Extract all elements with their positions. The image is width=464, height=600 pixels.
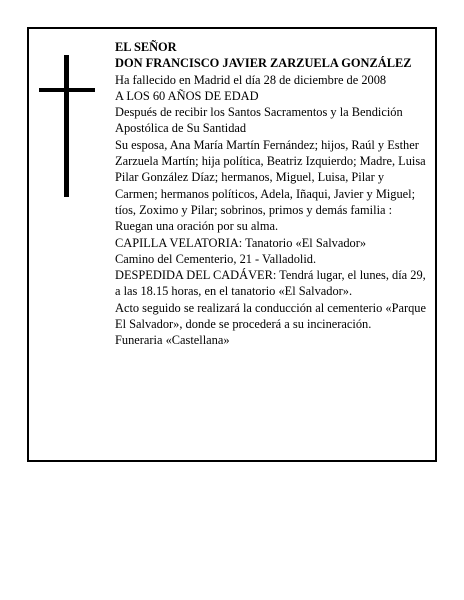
family-list: Su esposa, Ana María Martín Fernández; hijos, Raúl y Esther Zarzuela Martín; hija política, Beatriz Izquierdo; Madre, Luisa Pilar González Díaz; hermanos, Miguel, Luisa, Pilar y Carmen; hermanos políticos, Adela, Iñaqui, Javier y Miguel; tíos, Zoximo y Pilar; sobrinos, primos y demás familia : xyxy=(115,137,426,217)
sacraments-line: Después de recibir los Santos Sacramentos y la Bendición Apostólica de Su Santidad xyxy=(115,105,403,136)
deceased-name: DON FRANCISCO JAVIER ZARZUELA GONZÁLEZ xyxy=(115,56,412,71)
funeral-home: Funeraria «Castellana» xyxy=(115,333,230,348)
address-line: Camino del Cementerio, 21 - Valladolid. xyxy=(115,251,317,266)
death-announcement: Ha fallecido en Madrid el día 28 de diciembre de 2008 xyxy=(115,72,387,87)
age-line: A LOS 60 AÑOS DE EDAD xyxy=(115,88,259,103)
chapel-line: CAPILLA VELATORIA: Tanatorio «El Salvador» xyxy=(115,235,367,250)
cross-horizontal-bar xyxy=(39,88,95,92)
notice-title: EL SEÑOR xyxy=(115,40,177,54)
procession-line: Acto seguido se realizará la conducción al cementerio «Parque El Salvador», donde se procederá a su incineración. xyxy=(115,300,427,332)
cross-vertical-bar xyxy=(64,55,69,197)
farewell-line: DESPEDIDA DEL CADÁVER: Tendrá lugar, el lunes, día 29, a las 18.15 horas, en el tanatorio «El Salvador». xyxy=(115,268,426,299)
prayer-request: Ruegan una oración por su alma. xyxy=(115,219,279,234)
obituary-text xyxy=(115,39,427,349)
